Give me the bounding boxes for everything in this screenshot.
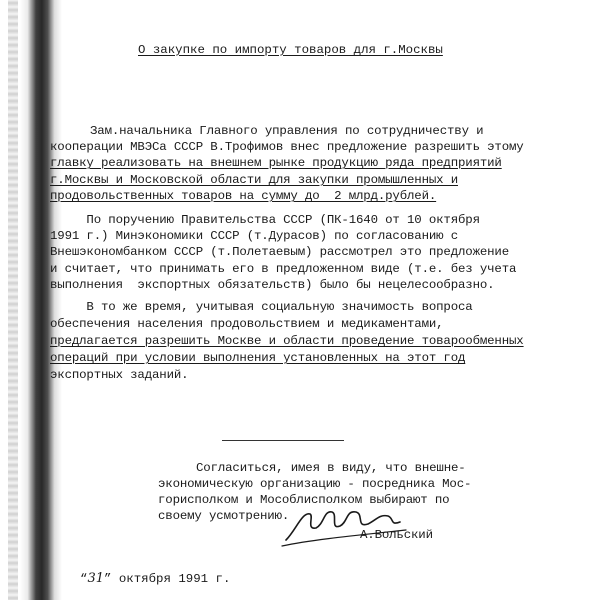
scan-edge-artifact bbox=[8, 0, 18, 600]
document-title: О закупке по импорту товаров для г.Москвы bbox=[138, 43, 443, 57]
date-day: 31 bbox=[87, 571, 104, 586]
paragraph-2-line-1: По поручению Правительства СССР (ПК-1640 от 10 октября bbox=[50, 213, 480, 227]
date-month-year: октября 1991 г. bbox=[118, 572, 231, 586]
paragraph-3-line-2: обеспечения населения продовольствием и медикаментами, bbox=[50, 317, 444, 331]
separator-rule bbox=[222, 440, 344, 441]
agreement-line-1: Согласиться, имея в виду, что внешне- bbox=[196, 461, 466, 475]
paragraph-1-line-4: г.Москвы и Московской области для закупки промышленных и bbox=[50, 173, 458, 187]
paragraph-2-line-3: Внешэкономбанком СССР (т.Полетаевым) рассмотрел это предложение bbox=[50, 245, 509, 259]
signatory-name: А.Вольский bbox=[360, 528, 433, 542]
paragraph-3-line-4: операций при условии выполнения установленных на этот год bbox=[50, 351, 466, 365]
paragraph-3-line-5: экспортных заданий. bbox=[50, 368, 189, 382]
agreement-line-3: горисполком и Мособлисполком выбирают по bbox=[158, 493, 450, 507]
paragraph-1-line-2: кооперации МВЭСа СССР В.Трофимов внес предложение разрешить этому bbox=[50, 140, 524, 154]
agreement-line-4: своему усмотрению. bbox=[158, 509, 290, 523]
paragraph-2-line-2: 1991 г.) Минэкономики СССР (т.Дурасов) по согласованию с bbox=[50, 229, 458, 243]
paragraph-1-line-1: Зам.начальника Главного управления по сотрудничеству и bbox=[90, 124, 484, 138]
paragraph-3-line-1: В то же время, учитывая социальную значимость вопроса bbox=[50, 300, 473, 314]
paragraph-1-line-5: продовольственных товаров на сумму до 2 млрд.рублей. bbox=[50, 189, 437, 203]
paragraph-2-line-4: и считает, что принимать его в предложенном виде (т.е. без учета bbox=[50, 262, 517, 276]
paragraph-3-line-3: предлагается разрешить Москве и области проведение товарообменных bbox=[50, 334, 524, 348]
paragraph-2-line-5: выполнения экспортных обязательств) было бы нецелесообразно. bbox=[50, 278, 495, 292]
agreement-line-2: экономическую организацию - посредника Мос- bbox=[158, 477, 472, 491]
paragraph-1-line-3: главку реализовать на внешнем рынке продукцию ряда предприятий bbox=[50, 156, 502, 170]
document-date: “31” октября 1991 г. bbox=[80, 571, 231, 586]
